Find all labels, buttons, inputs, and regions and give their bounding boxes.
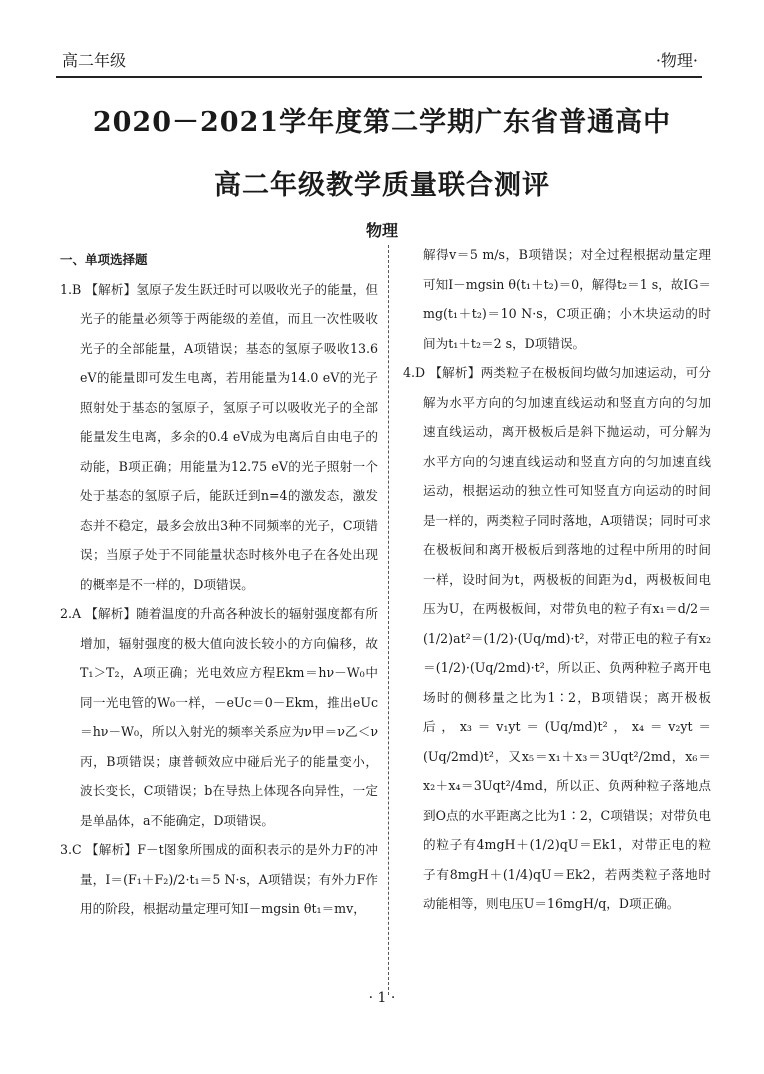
answer-q4: 4.D 【解析】两类粒子在极板间均做匀加速运动，可分解为水平方向的匀加速直线运动和竖直方向的匀加速直线运动，离开极板后是斜下抛运动，可分解为水平方向的匀速直线运动和竖直方向的匀加速直线运动，根据运动的独立性可知竖直方向运动的时间是一样的，两类粒子同时落地，A项错误；同时可求在极板间和离开极板后到落地的过程中所用的时间一样，设时间为t，两极板的间距为d，两极板间电压为U，在两极板间，对带负电的粒子有x₁＝d/2＝(1/2)at²＝(1/2)·(Uq/md)·t²，对带正电的粒子有x₂＝(1/2)·(Uq/2md)·t²，所以正、负两种粒子离开电场时的侧移量之比为1∶2，B项错误；离开极板后，x₃＝v₁yt＝(Uq/md)t²，x₄＝v₂yt＝(Uq/2md)t²，又x₅＝x₁＋x₃＝3Uqt²/2md，x₆＝x₂＋x₄＝3Uqt²/4md，所以正、负两种粒子落地点到O点的水平距离之比为1∶2，C项错误；对带负电的粒子有4mgH＋(1/2)qU＝Ek1，对带正电的粒子有8mgH＋(1/4)qU＝Ek2，若两类粒子落地时动能相等，则电压U＝16mgH/q，D项正确。 [403, 365, 711, 911]
answer-q2: 2.A 【解析】随着温度的升高各种波长的辐射强度都有所增加，辐射强度的极大值向波长较小的方向偏移，故T₁＞T₂，A项正确；光电效应方程Ekm＝hν－W₀中同一光电管的W₀一样，－eUc＝0－Ekm，推出eUc＝hν－W₀，所以入射光的频率关系应为ν甲＝ν乙＜ν丙，B项错误；康普顿效应中碰后光子的能量变小，波长变长，C项错误；b在导热上体现各向异性，一定是单晶体，a不能确定，D项错误。 [60, 606, 378, 828]
header-grade: 高二年级 [62, 51, 127, 70]
header-subject-tag: ·物理· [655, 51, 698, 70]
section-title: 一、单项选择题 [60, 252, 148, 267]
right-column [403, 240, 711, 919]
document-title-line2: 高二年级教学质量联合测评 [214, 170, 550, 201]
column-divider [388, 245, 389, 995]
left-column [60, 245, 378, 924]
header-rule [56, 76, 702, 78]
document-title-line1: 2020－2021学年度第二学期广东省普通高中 [92, 107, 672, 138]
page-number: · 1 · [368, 990, 396, 1006]
subject-heading: 物理 [365, 221, 398, 240]
answer-q3: 3.C 【解析】F－t图象所围成的面积表示的是外力F的冲量，I＝(F₁＋F₂)/2·t₁＝5 N·s，A项错误；有外力F作用的阶段，根据动量定理可知I－mgsin θt₁＝mv， [60, 842, 378, 916]
answer-q3-continued: 解得v＝5 m/s，B项错误；对全过程根据动量定理可知I－mgsin θ(t₁＋t₂)＝0，解得t₂＝1 s，故IG＝mg(t₁＋t₂)＝10 N·s，C项正确；小木块运动的时间为t₁＋t₂＝2 s，D项错误。 [423, 247, 711, 351]
answer-q1: 1.B 【解析】氢原子发生跃迁时可以吸收光子的能量，但光子的能量必须等于两能级的差值，而且一次性吸收光子的全部能量，A项错误；基态的氢原子吸收13.6 eV的能量即可发生电离，若用能量为14.0 eV的光子照射处于基态的氢原子，氢原子可以吸收光子的全部能量发生电离，多余的0.4 eV成为电离后自由电子的动能，B项正确；用能量为12.75 eV的光子照射一个处于基态的氢原子后，能跃迁到n=4的激发态，激发态并不稳定，最多会放出3种不同频率的光子，C项错误；当原子处于不同能量状态时核外电子在各处出现的概率是不一样的，D项错误。 [60, 281, 378, 592]
